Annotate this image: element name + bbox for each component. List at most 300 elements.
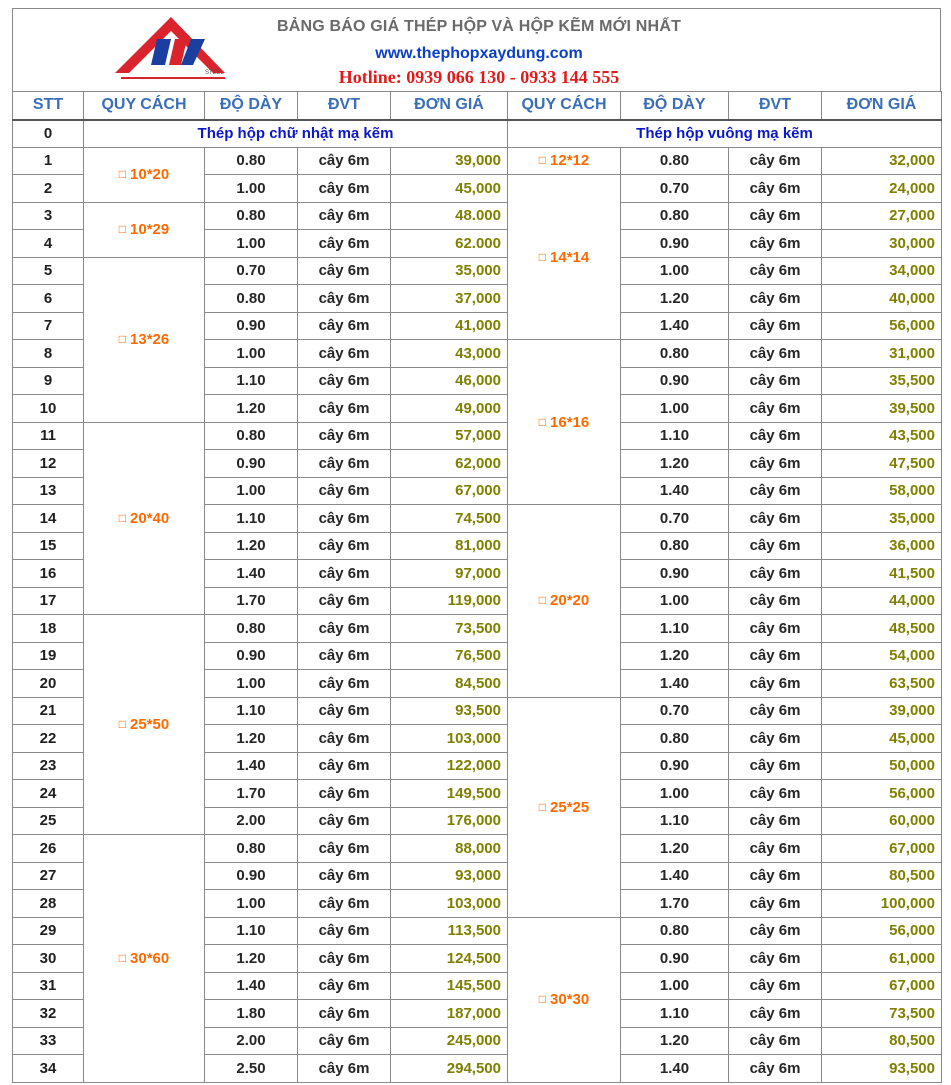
price-cell-left: 45,000 bbox=[391, 175, 508, 203]
unit-cell-left: cây 6m bbox=[298, 752, 391, 780]
thickness-cell-left: 0.80 bbox=[205, 422, 298, 450]
spec-cell-right bbox=[508, 697, 621, 917]
thickness-cell-left: 0.90 bbox=[205, 642, 298, 670]
box-icon: □ bbox=[538, 153, 547, 168]
unit-cell-right: cây 6m bbox=[729, 175, 822, 203]
price-cell-right: 67,000 bbox=[822, 972, 942, 1000]
price-cell-left: 74,500 bbox=[391, 505, 508, 533]
price-cell-right: 41,500 bbox=[822, 560, 942, 588]
spec-value: 20*40 bbox=[130, 509, 170, 527]
thickness-cell-left: 1.70 bbox=[205, 587, 298, 615]
price-cell-right: 63,500 bbox=[822, 670, 942, 698]
stt-cell: 32 bbox=[13, 1000, 84, 1028]
spec-value: 10*29 bbox=[130, 221, 170, 238]
thickness-cell-right: 0.70 bbox=[621, 697, 729, 725]
unit-cell-right: cây 6m bbox=[729, 340, 822, 368]
thickness-cell-left: 2.50 bbox=[205, 1055, 298, 1083]
unit-cell-right: cây 6m bbox=[729, 560, 822, 588]
spec-cell-right bbox=[508, 917, 621, 1082]
price-cell-right: 30,000 bbox=[822, 230, 942, 258]
stt-cell: 19 bbox=[13, 642, 84, 670]
unit-cell-left: cây 6m bbox=[298, 1055, 391, 1083]
unit-cell-left: cây 6m bbox=[298, 917, 391, 945]
thickness-cell-left: 1.00 bbox=[205, 230, 298, 258]
unit-cell-left: cây 6m bbox=[298, 890, 391, 918]
col-header-thickness-right: ĐỘ DÀY bbox=[621, 92, 729, 120]
spec-cell-left bbox=[84, 257, 205, 422]
price-cell-right: 40,000 bbox=[822, 285, 942, 313]
spec-value: 12*12 bbox=[550, 152, 590, 170]
thickness-cell-left: 0.80 bbox=[205, 147, 298, 175]
box-icon: □ bbox=[118, 167, 127, 181]
thickness-cell-left: 1.80 bbox=[205, 1000, 298, 1028]
unit-cell-left: cây 6m bbox=[298, 670, 391, 698]
unit-cell-right: cây 6m bbox=[729, 532, 822, 560]
table-body bbox=[13, 120, 942, 1083]
price-cell-right: 39,500 bbox=[822, 395, 942, 423]
section-title-right: Thép hộp vuông mạ kẽm bbox=[508, 120, 942, 148]
stt-cell: 5 bbox=[13, 257, 84, 285]
table-row bbox=[13, 835, 942, 863]
spec-value: 25*50 bbox=[130, 716, 170, 733]
unit-cell-right: cây 6m bbox=[729, 725, 822, 753]
unit-cell-left: cây 6m bbox=[298, 972, 391, 1000]
price-cell-left: 124,500 bbox=[391, 945, 508, 973]
unit-cell-left: cây 6m bbox=[298, 340, 391, 368]
unit-cell-left: cây 6m bbox=[298, 1000, 391, 1028]
thickness-cell-right: 0.80 bbox=[621, 917, 729, 945]
unit-cell-left: cây 6m bbox=[298, 505, 391, 533]
thickness-cell-left: 1.00 bbox=[205, 890, 298, 918]
stt-cell: 1 bbox=[13, 147, 84, 175]
price-cell-left: 84,500 bbox=[391, 670, 508, 698]
thickness-cell-left: 1.00 bbox=[205, 175, 298, 203]
stt-cell: 14 bbox=[13, 505, 84, 533]
thickness-cell-right: 1.20 bbox=[621, 285, 729, 313]
thickness-cell-right: 1.70 bbox=[621, 890, 729, 918]
box-icon: □ bbox=[118, 332, 127, 346]
spec-value: 16*16 bbox=[550, 413, 590, 431]
stt-cell: 4 bbox=[13, 230, 84, 258]
table-row bbox=[13, 147, 942, 175]
thickness-cell-right: 1.20 bbox=[621, 450, 729, 478]
price-cell-left: 48.000 bbox=[391, 202, 508, 230]
spec-cell-left bbox=[84, 422, 205, 615]
stt-cell: 15 bbox=[13, 532, 84, 560]
price-cell-right: 45,000 bbox=[822, 725, 942, 753]
thickness-cell-right: 1.40 bbox=[621, 670, 729, 698]
spec-value: 14*14 bbox=[550, 248, 590, 266]
table-row bbox=[13, 422, 942, 450]
stt-cell: 18 bbox=[13, 615, 84, 643]
unit-cell-left: cây 6m bbox=[298, 230, 391, 258]
unit-cell-right: cây 6m bbox=[729, 862, 822, 890]
price-cell-left: 46,000 bbox=[391, 367, 508, 395]
stt-cell: 8 bbox=[13, 340, 84, 368]
price-cell-right: 44,000 bbox=[822, 587, 942, 615]
thickness-cell-left: 2.00 bbox=[205, 807, 298, 835]
price-cell-left: 119,000 bbox=[391, 587, 508, 615]
price-cell-right: 54,000 bbox=[822, 642, 942, 670]
unit-cell-right: cây 6m bbox=[729, 945, 822, 973]
stt-cell: 26 bbox=[13, 835, 84, 863]
stt-cell: 9 bbox=[13, 367, 84, 395]
price-cell-left: 176,000 bbox=[391, 807, 508, 835]
thickness-cell-right: 1.40 bbox=[621, 1055, 729, 1083]
logo-text: STEEL bbox=[205, 70, 225, 76]
thickness-cell-right: 1.10 bbox=[621, 615, 729, 643]
unit-cell-left: cây 6m bbox=[298, 450, 391, 478]
unit-cell-left: cây 6m bbox=[298, 615, 391, 643]
stt-cell: 27 bbox=[13, 862, 84, 890]
col-header-spec-right: QUY CÁCH bbox=[508, 92, 621, 120]
unit-cell-left: cây 6m bbox=[298, 202, 391, 230]
unit-cell-right: cây 6m bbox=[729, 257, 822, 285]
spec-cell-left bbox=[84, 147, 205, 202]
price-cell-right: 50,000 bbox=[822, 752, 942, 780]
price-cell-left: 35,000 bbox=[391, 257, 508, 285]
price-cell-left: 37,000 bbox=[391, 285, 508, 313]
price-cell-left: 93,000 bbox=[391, 862, 508, 890]
price-table bbox=[12, 91, 942, 1083]
col-header-unit-left: ĐVT bbox=[298, 92, 391, 120]
stt-cell: 3 bbox=[13, 202, 84, 230]
box-icon: □ bbox=[538, 799, 547, 814]
unit-cell-right: cây 6m bbox=[729, 670, 822, 698]
thickness-cell-right: 0.90 bbox=[621, 230, 729, 258]
unit-cell-right: cây 6m bbox=[729, 422, 822, 450]
spec-value: 20*20 bbox=[550, 592, 590, 610]
section-title-left: Thép hộp chữ nhật mạ kẽm bbox=[84, 120, 508, 148]
price-cell-left: 93,500 bbox=[391, 697, 508, 725]
price-cell-left: 81,000 bbox=[391, 532, 508, 560]
thickness-cell-left: 1.20 bbox=[205, 725, 298, 753]
box-icon: □ bbox=[538, 249, 547, 264]
col-header-spec-left: QUY CÁCH bbox=[84, 92, 205, 120]
unit-cell-left: cây 6m bbox=[298, 835, 391, 863]
unit-cell-right: cây 6m bbox=[729, 1055, 822, 1083]
thickness-cell-right: 0.70 bbox=[621, 175, 729, 203]
unit-cell-right: cây 6m bbox=[729, 697, 822, 725]
box-icon: □ bbox=[118, 717, 127, 731]
table-header-row bbox=[13, 92, 942, 120]
thickness-cell-left: 0.90 bbox=[205, 450, 298, 478]
price-cell-right: 100,000 bbox=[822, 890, 942, 918]
price-cell-right: 56,000 bbox=[822, 312, 942, 340]
stt-cell: 17 bbox=[13, 587, 84, 615]
unit-cell-left: cây 6m bbox=[298, 367, 391, 395]
price-cell-right: 93,500 bbox=[822, 1055, 942, 1083]
price-cell-right: 61,000 bbox=[822, 945, 942, 973]
thickness-cell-left: 1.20 bbox=[205, 395, 298, 423]
price-cell-right: 56,000 bbox=[822, 917, 942, 945]
thickness-cell-right: 1.20 bbox=[621, 1027, 729, 1055]
spec-cell-left bbox=[84, 835, 205, 1083]
price-cell-right: 56,000 bbox=[822, 780, 942, 808]
thickness-cell-right: 1.10 bbox=[621, 422, 729, 450]
stt-cell: 25 bbox=[13, 807, 84, 835]
thickness-cell-left: 1.70 bbox=[205, 780, 298, 808]
unit-cell-left: cây 6m bbox=[298, 312, 391, 340]
price-cell-right: 47,500 bbox=[822, 450, 942, 478]
thickness-cell-right: 1.10 bbox=[621, 807, 729, 835]
thickness-cell-right: 0.90 bbox=[621, 752, 729, 780]
price-cell-left: 49,000 bbox=[391, 395, 508, 423]
unit-cell-right: cây 6m bbox=[729, 147, 822, 175]
thickness-cell-left: 1.00 bbox=[205, 670, 298, 698]
table-row bbox=[13, 202, 942, 230]
price-cell-left: 103,000 bbox=[391, 725, 508, 753]
stt-cell: 20 bbox=[13, 670, 84, 698]
spec-value: 30*60 bbox=[130, 949, 170, 967]
unit-cell-right: cây 6m bbox=[729, 917, 822, 945]
unit-cell-left: cây 6m bbox=[298, 422, 391, 450]
unit-cell-right: cây 6m bbox=[729, 395, 822, 423]
spec-cell-right bbox=[508, 340, 621, 505]
thickness-cell-right: 1.40 bbox=[621, 312, 729, 340]
price-cell-left: 97,000 bbox=[391, 560, 508, 588]
price-sheet bbox=[12, 8, 941, 1082]
price-cell-left: 245,000 bbox=[391, 1027, 508, 1055]
price-cell-right: 35,000 bbox=[822, 505, 942, 533]
price-cell-right: 36,000 bbox=[822, 532, 942, 560]
website-link[interactable]: www.thephopxaydung.com bbox=[375, 45, 583, 62]
price-cell-right: 39,000 bbox=[822, 697, 942, 725]
thickness-cell-right: 1.00 bbox=[621, 257, 729, 285]
spec-value: 13*26 bbox=[130, 331, 170, 348]
unit-cell-right: cây 6m bbox=[729, 890, 822, 918]
stt-cell: 28 bbox=[13, 890, 84, 918]
box-icon: □ bbox=[538, 414, 547, 429]
price-cell-right: 58,000 bbox=[822, 477, 942, 505]
price-cell-left: 67,000 bbox=[391, 477, 508, 505]
section-row bbox=[13, 120, 942, 148]
unit-cell-right: cây 6m bbox=[729, 505, 822, 533]
thickness-cell-left: 1.10 bbox=[205, 917, 298, 945]
box-icon: □ bbox=[118, 510, 127, 525]
thickness-cell-right: 1.00 bbox=[621, 395, 729, 423]
thickness-cell-left: 1.00 bbox=[205, 477, 298, 505]
thickness-cell-left: 1.20 bbox=[205, 945, 298, 973]
thickness-cell-left: 1.40 bbox=[205, 972, 298, 1000]
unit-cell-left: cây 6m bbox=[298, 945, 391, 973]
unit-cell-right: cây 6m bbox=[729, 202, 822, 230]
thickness-cell-left: 1.40 bbox=[205, 752, 298, 780]
spec-cell-left bbox=[84, 615, 205, 835]
unit-cell-left: cây 6m bbox=[298, 807, 391, 835]
thickness-cell-right: 0.90 bbox=[621, 367, 729, 395]
price-cell-left: 73,500 bbox=[391, 615, 508, 643]
unit-cell-right: cây 6m bbox=[729, 1027, 822, 1055]
thickness-cell-left: 0.80 bbox=[205, 202, 298, 230]
stt-cell: 31 bbox=[13, 972, 84, 1000]
thickness-cell-right: 0.90 bbox=[621, 560, 729, 588]
price-cell-left: 294,500 bbox=[391, 1055, 508, 1083]
price-cell-left: 39,000 bbox=[391, 147, 508, 175]
thickness-cell-left: 0.90 bbox=[205, 312, 298, 340]
price-cell-right: 24,000 bbox=[822, 175, 942, 203]
price-cell-right: 27,000 bbox=[822, 202, 942, 230]
thickness-cell-right: 1.00 bbox=[621, 780, 729, 808]
price-cell-left: 41,000 bbox=[391, 312, 508, 340]
thickness-cell-right: 1.20 bbox=[621, 642, 729, 670]
price-cell-right: 60,000 bbox=[822, 807, 942, 835]
unit-cell-left: cây 6m bbox=[298, 862, 391, 890]
box-icon: □ bbox=[538, 593, 547, 608]
thickness-cell-left: 0.90 bbox=[205, 862, 298, 890]
unit-cell-left: cây 6m bbox=[298, 1027, 391, 1055]
sheet-header bbox=[12, 8, 941, 91]
price-cell-left: 62.000 bbox=[391, 230, 508, 258]
stt-cell: 13 bbox=[13, 477, 84, 505]
thickness-cell-right: 1.00 bbox=[621, 587, 729, 615]
unit-cell-right: cây 6m bbox=[729, 780, 822, 808]
unit-cell-left: cây 6m bbox=[298, 395, 391, 423]
unit-cell-right: cây 6m bbox=[729, 615, 822, 643]
unit-cell-left: cây 6m bbox=[298, 560, 391, 588]
thickness-cell-right: 0.80 bbox=[621, 340, 729, 368]
col-header-price-right: ĐƠN GIÁ bbox=[822, 92, 942, 120]
unit-cell-right: cây 6m bbox=[729, 587, 822, 615]
thickness-cell-right: 0.80 bbox=[621, 147, 729, 175]
stt-cell: 21 bbox=[13, 697, 84, 725]
unit-cell-right: cây 6m bbox=[729, 367, 822, 395]
thickness-cell-right: 0.70 bbox=[621, 505, 729, 533]
spec-cell-right bbox=[508, 505, 621, 698]
thickness-cell-right: 1.40 bbox=[621, 477, 729, 505]
unit-cell-left: cây 6m bbox=[298, 532, 391, 560]
stt-cell: 16 bbox=[13, 560, 84, 588]
stt-cell: 11 bbox=[13, 422, 84, 450]
stt-cell: 12 bbox=[13, 450, 84, 478]
price-cell-right: 31,000 bbox=[822, 340, 942, 368]
box-icon: □ bbox=[538, 992, 547, 1006]
thickness-cell-left: 2.00 bbox=[205, 1027, 298, 1055]
stt-cell: 0 bbox=[13, 120, 84, 148]
spec-value: 10*20 bbox=[130, 166, 170, 183]
unit-cell-right: cây 6m bbox=[729, 450, 822, 478]
unit-cell-right: cây 6m bbox=[729, 312, 822, 340]
thickness-cell-right: 0.80 bbox=[621, 532, 729, 560]
unit-cell-left: cây 6m bbox=[298, 642, 391, 670]
unit-cell-left: cây 6m bbox=[298, 257, 391, 285]
thickness-cell-left: 1.20 bbox=[205, 532, 298, 560]
box-icon: □ bbox=[118, 950, 127, 965]
unit-cell-left: cây 6m bbox=[298, 697, 391, 725]
thickness-cell-right: 1.10 bbox=[621, 1000, 729, 1028]
unit-cell-left: cây 6m bbox=[298, 587, 391, 615]
spec-cell-right bbox=[508, 147, 621, 175]
unit-cell-right: cây 6m bbox=[729, 972, 822, 1000]
unit-cell-left: cây 6m bbox=[298, 725, 391, 753]
price-cell-right: 34,000 bbox=[822, 257, 942, 285]
price-cell-right: 35,500 bbox=[822, 367, 942, 395]
thickness-cell-left: 0.80 bbox=[205, 285, 298, 313]
unit-cell-left: cây 6m bbox=[298, 780, 391, 808]
unit-cell-right: cây 6m bbox=[729, 230, 822, 258]
price-cell-left: 43,000 bbox=[391, 340, 508, 368]
unit-cell-right: cây 6m bbox=[729, 807, 822, 835]
stt-cell: 10 bbox=[13, 395, 84, 423]
col-header-unit-right: ĐVT bbox=[729, 92, 822, 120]
stt-cell: 7 bbox=[13, 312, 84, 340]
thickness-cell-left: 1.10 bbox=[205, 697, 298, 725]
stt-cell: 34 bbox=[13, 1055, 84, 1083]
spec-value: 30*30 bbox=[550, 991, 590, 1008]
unit-cell-right: cây 6m bbox=[729, 752, 822, 780]
unit-cell-left: cây 6m bbox=[298, 175, 391, 203]
unit-cell-right: cây 6m bbox=[729, 285, 822, 313]
hotline-text: Hotline: 0939 066 130 - 0933 144 555 bbox=[338, 67, 620, 87]
price-cell-right: 32,000 bbox=[822, 147, 942, 175]
price-cell-left: 57,000 bbox=[391, 422, 508, 450]
price-cell-right: 80,500 bbox=[822, 1027, 942, 1055]
unit-cell-left: cây 6m bbox=[298, 285, 391, 313]
unit-cell-right: cây 6m bbox=[729, 477, 822, 505]
price-cell-left: 103,000 bbox=[391, 890, 508, 918]
price-cell-right: 43,500 bbox=[822, 422, 942, 450]
stt-cell: 24 bbox=[13, 780, 84, 808]
price-cell-right: 80,500 bbox=[822, 862, 942, 890]
stt-cell: 2 bbox=[13, 175, 84, 203]
thickness-cell-right: 0.80 bbox=[621, 202, 729, 230]
unit-cell-right: cây 6m bbox=[729, 835, 822, 863]
stt-cell: 22 bbox=[13, 725, 84, 753]
price-cell-left: 145,500 bbox=[391, 972, 508, 1000]
thickness-cell-left: 0.70 bbox=[205, 257, 298, 285]
thickness-cell-left: 1.40 bbox=[205, 560, 298, 588]
thickness-cell-right: 1.20 bbox=[621, 835, 729, 863]
stt-cell: 23 bbox=[13, 752, 84, 780]
thickness-cell-right: 0.80 bbox=[621, 725, 729, 753]
col-header-stt: STT bbox=[13, 92, 84, 120]
price-cell-left: 113,500 bbox=[391, 917, 508, 945]
box-icon: □ bbox=[118, 222, 127, 236]
thickness-cell-left: 0.80 bbox=[205, 615, 298, 643]
thickness-cell-left: 1.10 bbox=[205, 505, 298, 533]
stt-cell: 29 bbox=[13, 917, 84, 945]
thickness-cell-left: 0.80 bbox=[205, 835, 298, 863]
col-header-thickness-left: ĐỘ DÀY bbox=[205, 92, 298, 120]
spec-cell-left bbox=[84, 202, 205, 257]
table-row bbox=[13, 257, 942, 285]
thickness-cell-right: 0.90 bbox=[621, 945, 729, 973]
price-cell-left: 88,000 bbox=[391, 835, 508, 863]
price-cell-left: 62,000 bbox=[391, 450, 508, 478]
thickness-cell-right: 1.40 bbox=[621, 862, 729, 890]
price-cell-right: 48,500 bbox=[822, 615, 942, 643]
price-cell-left: 122,000 bbox=[391, 752, 508, 780]
stt-cell: 6 bbox=[13, 285, 84, 313]
stt-cell: 30 bbox=[13, 945, 84, 973]
price-cell-right: 73,500 bbox=[822, 1000, 942, 1028]
thickness-cell-right: 1.00 bbox=[621, 972, 729, 1000]
thickness-cell-left: 1.10 bbox=[205, 367, 298, 395]
price-cell-left: 149,500 bbox=[391, 780, 508, 808]
thickness-cell-left: 1.00 bbox=[205, 340, 298, 368]
col-header-price-left: ĐƠN GIÁ bbox=[391, 92, 508, 120]
page-title: BẢNG BÁO GIÁ THÉP HỘP VÀ HỘP KẼM MỚI NHẤT bbox=[276, 18, 682, 35]
price-cell-left: 76,500 bbox=[391, 642, 508, 670]
table-row bbox=[13, 615, 942, 643]
unit-cell-right: cây 6m bbox=[729, 642, 822, 670]
price-cell-left: 187,000 bbox=[391, 1000, 508, 1028]
unit-cell-left: cây 6m bbox=[298, 147, 391, 175]
spec-value: 25*25 bbox=[550, 798, 590, 816]
unit-cell-right: cây 6m bbox=[729, 1000, 822, 1028]
unit-cell-left: cây 6m bbox=[298, 477, 391, 505]
spec-cell-right bbox=[508, 175, 621, 340]
